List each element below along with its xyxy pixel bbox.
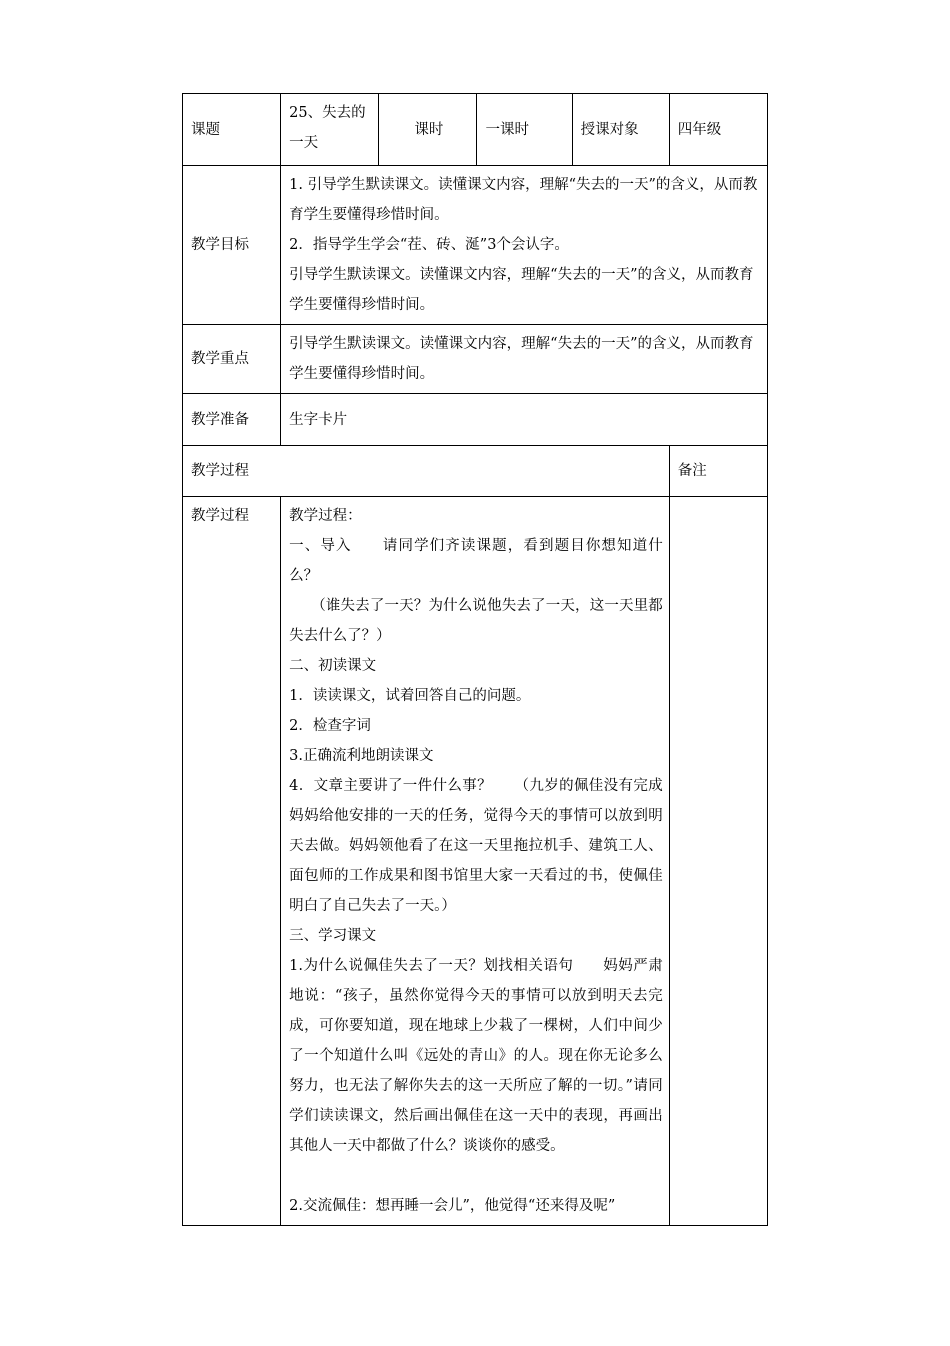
process-line: （谁失去了一天？为什么说他失去了一天，这一天里都失去什么了？）: [289, 598, 663, 644]
objective-line: 2．指导学生学会“茬、砖、涎”3个会认字。: [289, 237, 569, 253]
period-value: 一课时: [477, 94, 572, 166]
lesson-plan-table: [182, 93, 768, 1226]
key-points-text: 引导学生默读课文。读懂课文内容，理解“失去的一天”的含义，从而教育学生要懂得珍惜时间。: [281, 325, 768, 394]
process-header-row: [183, 446, 768, 497]
process-line: [289, 1161, 663, 1191]
preparation-label: 教学准备: [183, 394, 281, 446]
topic-label: 课题: [183, 94, 281, 166]
objectives-content: [281, 166, 768, 325]
objective-line: 1. 引导学生默读课文。读懂课文内容，理解“失去的一天”的含义，从而教育学生要懂得珍惜时间。: [289, 177, 758, 223]
notes-cell: [669, 497, 767, 1226]
key-points-row: [183, 325, 768, 394]
process-row: [183, 497, 768, 1226]
process-line: 1．读读课文，试着回答自己的问题。: [289, 688, 531, 704]
key-points-label: 教学重点: [183, 325, 281, 394]
audience-value: 四年级: [669, 94, 767, 166]
process-line: 4．文章主要讲了一件什么事？ （九岁的佩佳没有完成妈妈给他安排的一天的任务，觉得今天的事情可以放到明天去做。妈妈领他看了在这一天里拖拉机手、建筑工人、面包师的工作成果和图书馆里大家一天看过的书，使佩佳明白了自己失去了一天。）: [289, 778, 663, 914]
preparation-text: 生字卡片: [281, 394, 768, 446]
objective-line: 引导学生默读课文。读懂课文内容，理解“失去的一天”的含义，从而教育学生要懂得珍惜时间。: [289, 267, 754, 313]
process-line: 二、初读课文: [289, 658, 377, 674]
notes-header-label: 备注: [669, 446, 767, 497]
process-line: 3.正确流利地朗读课文: [289, 748, 434, 764]
process-line: 2.交流佩佳：想再睡一会儿”，他觉得“还来得及呢”: [289, 1198, 616, 1214]
period-label: 课时: [379, 94, 477, 166]
header-row: [183, 94, 768, 166]
process-label: 教学过程: [183, 497, 281, 1226]
topic-value: 25、失去的一天: [281, 94, 379, 166]
process-content: [281, 497, 670, 1226]
process-line: 教学过程：: [289, 508, 362, 524]
objectives-label: 教学目标: [183, 166, 281, 325]
objectives-row: [183, 166, 768, 325]
process-line: 一、导入 请同学们齐读课题，看到题目你想知道什么？: [289, 538, 663, 584]
process-header-label: 教学过程: [183, 446, 670, 497]
process-line: 三、学习课文: [289, 928, 377, 944]
process-line: 2．检查字词: [289, 718, 371, 734]
audience-label: 授课对象: [572, 94, 669, 166]
process-line: 1.为什么说佩佳失去了一天？划找相关语句 妈妈严肃地说：“孩子，虽然你觉得今天的事情可以放到明天去完成，可你要知道，现在地球上少栽了一棵树，人们中间少了一个知道什么叫《远处的青山》的人。现在你无论多么努力，也无法了解你失去的这一天所应了解的一切。”请同学们读读课文，然后画出佩佳在这一天中的表现，再画出其他人一天中都做了什么？谈谈你的感受。: [289, 958, 663, 1154]
preparation-row: [183, 394, 768, 446]
